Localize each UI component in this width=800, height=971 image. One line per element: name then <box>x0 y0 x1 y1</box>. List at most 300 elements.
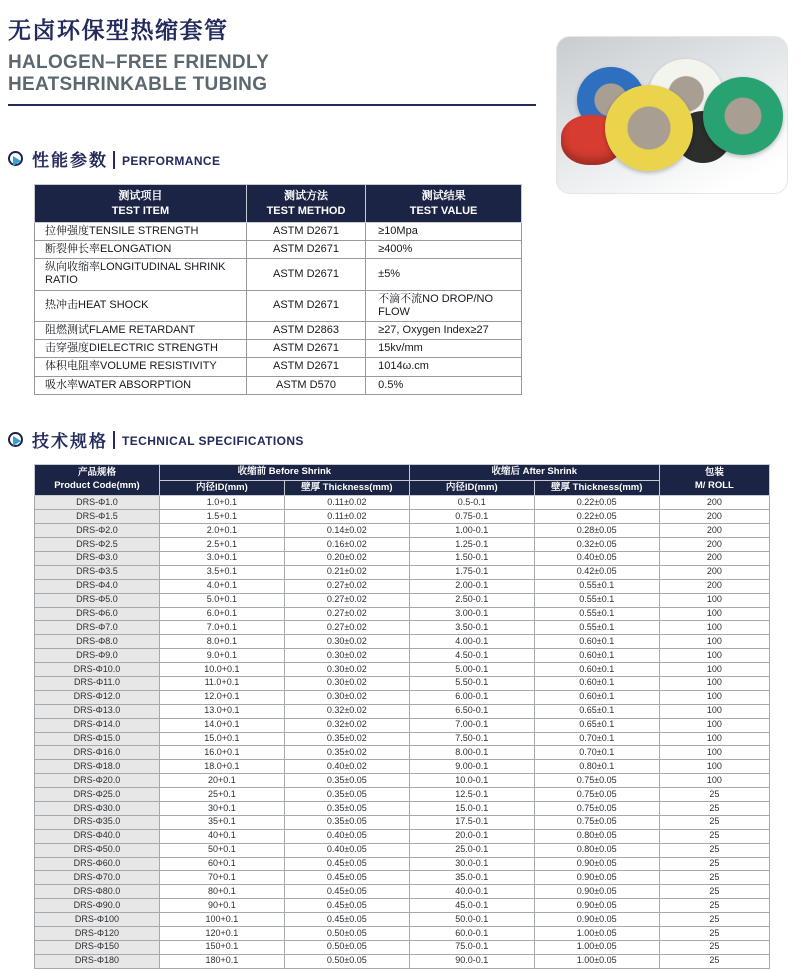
table-cell: DRS-Φ150 <box>35 940 160 954</box>
table-cell: 0.60±0.1 <box>534 635 659 649</box>
table-cell: 100 <box>659 760 769 774</box>
performance-row <box>35 322 522 340</box>
table-cell: 0.35±0.02 <box>284 746 409 760</box>
table-cell: 0.45±0.05 <box>284 913 409 927</box>
section-title-divider <box>113 431 115 449</box>
table-cell: ASTM D570 <box>246 376 365 394</box>
section-title-en: PERFORMANCE <box>122 153 221 168</box>
table-cell: 0.30±0.02 <box>284 690 409 704</box>
spec-row <box>35 704 770 718</box>
spec-header-row-1 <box>35 464 770 480</box>
table-cell: 25 <box>659 829 769 843</box>
table-cell: 0.75±0.05 <box>534 802 659 816</box>
table-cell: DRS-Φ80.0 <box>35 885 160 899</box>
table-cell: 阻燃测试FLAME RETARDANT <box>35 322 247 340</box>
table-cell: 25 <box>659 871 769 885</box>
table-cell: 200 <box>659 551 769 565</box>
table-cell: ≥10Mpa <box>366 222 522 240</box>
col-product-code-zh: 产品规格 <box>77 467 116 479</box>
table-cell: 1.00±0.05 <box>534 927 659 941</box>
table-cell: DRS-Φ60.0 <box>35 857 160 871</box>
table-cell: 12.0+0.1 <box>159 690 284 704</box>
table-cell: 0.80±0.1 <box>534 760 659 774</box>
spec-row <box>35 871 770 885</box>
table-cell: 吸水率WATER ABSORPTION <box>35 376 247 394</box>
table-cell: 0.70±0.1 <box>534 732 659 746</box>
table-cell: 100 <box>659 732 769 746</box>
table-cell: 0.11±0.02 <box>284 510 409 524</box>
table-cell: 2.00-0.1 <box>409 579 534 593</box>
table-cell: DRS-Φ12.0 <box>35 690 160 704</box>
spec-row <box>35 635 770 649</box>
table-cell: 0.55±0.1 <box>534 593 659 607</box>
table-cell: 0.80±0.05 <box>534 829 659 843</box>
spec-row <box>35 885 770 899</box>
table-cell: 15.0+0.1 <box>159 732 284 746</box>
table-cell: 不滴不流NO DROP/NO FLOW <box>366 290 522 321</box>
table-cell: DRS-Φ14.0 <box>35 718 160 732</box>
table-cell: 0.27±0.02 <box>284 579 409 593</box>
table-cell: 体积电阻率VOLUME RESISTIVITY <box>35 358 247 376</box>
table-cell: 0.45±0.05 <box>284 857 409 871</box>
table-cell: 100 <box>659 676 769 690</box>
spec-row <box>35 927 770 941</box>
section-title-zh: 技术规格 <box>32 431 108 451</box>
table-cell: 5.00-0.1 <box>409 663 534 677</box>
table-cell: ≥400% <box>366 241 522 259</box>
spec-row <box>35 649 770 663</box>
table-cell: DRS-Φ30.0 <box>35 802 160 816</box>
table-cell: DRS-Φ18.0 <box>35 760 160 774</box>
col-test-value-zh: 测试结果 <box>421 190 466 203</box>
table-cell: 200 <box>659 538 769 552</box>
table-cell: DRS-Φ8.0 <box>35 635 160 649</box>
table-cell: 0.65±0.1 <box>534 718 659 732</box>
table-cell: 50.0-0.1 <box>409 913 534 927</box>
table-cell: 35+0.1 <box>159 815 284 829</box>
table-cell: 25 <box>659 940 769 954</box>
table-cell: 40+0.1 <box>159 829 284 843</box>
table-cell: 0.22±0.05 <box>534 496 659 510</box>
table-cell: 1.50-0.1 <box>409 551 534 565</box>
table-cell: DRS-Φ50.0 <box>35 843 160 857</box>
performance-row <box>35 376 522 394</box>
table-cell: 13.0+0.1 <box>159 704 284 718</box>
table-cell: 拉伸强度TENSILE STRENGTH <box>35 222 247 240</box>
table-cell: 0.50±0.05 <box>284 927 409 941</box>
specifications-table <box>34 464 770 969</box>
table-cell: ASTM D2671 <box>246 241 365 259</box>
table-cell: DRS-Φ16.0 <box>35 746 160 760</box>
subtitle-line-2: HEATSHRINKABLE TUBING <box>8 73 268 95</box>
table-cell: 70+0.1 <box>159 871 284 885</box>
tubing-roll-yellow <box>605 85 693 171</box>
table-cell: DRS-Φ3.5 <box>35 565 160 579</box>
table-cell: DRS-Φ40.0 <box>35 829 160 843</box>
spec-row <box>35 954 770 968</box>
table-cell: 0.30±0.02 <box>284 676 409 690</box>
header-divider <box>8 104 536 106</box>
table-cell: 5.0+0.1 <box>159 593 284 607</box>
table-cell: ASTM D2671 <box>246 222 365 240</box>
table-cell: ASTM D2671 <box>246 259 365 290</box>
table-cell: DRS-Φ1.5 <box>35 510 160 524</box>
table-cell: DRS-Φ10.0 <box>35 663 160 677</box>
performance-table-body <box>35 222 522 394</box>
table-cell: 100 <box>659 607 769 621</box>
spec-row <box>35 815 770 829</box>
table-cell: 100 <box>659 621 769 635</box>
table-cell: 100 <box>659 593 769 607</box>
table-cell: 0.14±0.02 <box>284 524 409 538</box>
table-cell: 25 <box>659 927 769 941</box>
table-cell: 0.11±0.02 <box>284 496 409 510</box>
spec-row <box>35 607 770 621</box>
table-cell: 0.80±0.05 <box>534 843 659 857</box>
table-cell: 0.45±0.05 <box>284 899 409 913</box>
table-cell: 0.42±0.05 <box>534 565 659 579</box>
table-cell: DRS-Φ90.0 <box>35 899 160 913</box>
table-cell: 200 <box>659 496 769 510</box>
table-cell: 4.50-0.1 <box>409 649 534 663</box>
table-cell: 100 <box>659 718 769 732</box>
table-cell: 1.5+0.1 <box>159 510 284 524</box>
col-test-value-en: TEST VALUE <box>409 204 478 217</box>
table-cell: 80+0.1 <box>159 885 284 899</box>
table-cell: DRS-Φ20.0 <box>35 774 160 788</box>
spec-row <box>35 788 770 802</box>
table-cell: 2.0+0.1 <box>159 524 284 538</box>
table-cell: 100 <box>659 649 769 663</box>
table-cell: 45.0-0.1 <box>409 899 534 913</box>
col-product-code-en: Product Code(mm) <box>54 480 140 492</box>
table-cell: DRS-Φ25.0 <box>35 788 160 802</box>
col-test-item <box>35 185 247 223</box>
table-cell: 0.60±0.1 <box>534 649 659 663</box>
spec-row <box>35 593 770 607</box>
table-cell: DRS-Φ5.0 <box>35 593 160 607</box>
table-cell: 1.25-0.1 <box>409 538 534 552</box>
table-cell: 0.75±0.05 <box>534 788 659 802</box>
spec-row <box>35 746 770 760</box>
table-cell: 3.50-0.1 <box>409 621 534 635</box>
table-cell: 3.5+0.1 <box>159 565 284 579</box>
table-cell: 14.0+0.1 <box>159 718 284 732</box>
table-cell: DRS-Φ3.0 <box>35 551 160 565</box>
specifications-table-head <box>35 464 770 496</box>
spec-row <box>35 899 770 913</box>
table-cell: 0.16±0.02 <box>284 538 409 552</box>
table-cell: 0.90±0.05 <box>534 913 659 927</box>
table-cell: 6.50-0.1 <box>409 704 534 718</box>
table-cell: DRS-Φ6.0 <box>35 607 160 621</box>
spec-row <box>35 774 770 788</box>
table-cell: 200 <box>659 510 769 524</box>
table-cell: DRS-Φ13.0 <box>35 704 160 718</box>
table-cell: 15kv/mm <box>366 340 522 358</box>
table-cell: 0.27±0.02 <box>284 621 409 635</box>
table-cell: 0.50±0.05 <box>284 954 409 968</box>
col-test-method <box>246 185 365 223</box>
spec-row <box>35 802 770 816</box>
table-cell: DRS-Φ2.5 <box>35 538 160 552</box>
table-cell: 40.0-0.1 <box>409 885 534 899</box>
table-cell: 0.45±0.05 <box>284 885 409 899</box>
table-cell: 90+0.1 <box>159 899 284 913</box>
col-package <box>659 464 769 496</box>
col-after-thickness: 壁厚 Thickness(mm) <box>534 480 659 496</box>
table-cell: 0.60±0.1 <box>534 676 659 690</box>
table-cell: 0.75±0.05 <box>534 815 659 829</box>
table-cell: 纵向收缩率LONGITUDINAL SHRINK RATIO <box>35 259 247 290</box>
table-cell: 0.35±0.05 <box>284 815 409 829</box>
table-cell: 0.90±0.05 <box>534 871 659 885</box>
table-cell: 180+0.1 <box>159 954 284 968</box>
table-cell: 7.00-0.1 <box>409 718 534 732</box>
table-cell: 0.32±0.05 <box>534 538 659 552</box>
table-cell: 1.0+0.1 <box>159 496 284 510</box>
table-cell: DRS-Φ180 <box>35 954 160 968</box>
table-cell: 0.21±0.02 <box>284 565 409 579</box>
table-cell: 4.00-0.1 <box>409 635 534 649</box>
performance-row <box>35 222 522 240</box>
table-cell: 0.60±0.1 <box>534 690 659 704</box>
col-before-thickness: 壁厚 Thickness(mm) <box>284 480 409 496</box>
table-cell: 0.40±0.05 <box>284 843 409 857</box>
table-cell: 20.0-0.1 <box>409 829 534 843</box>
table-cell: 25 <box>659 885 769 899</box>
table-cell: 25 <box>659 815 769 829</box>
table-cell: 0.5-0.1 <box>409 496 534 510</box>
table-cell: 25+0.1 <box>159 788 284 802</box>
table-cell: 8.00-0.1 <box>409 746 534 760</box>
spec-row <box>35 565 770 579</box>
table-cell: 60.0-0.1 <box>409 927 534 941</box>
col-test-method-zh: 测试方法 <box>284 190 328 203</box>
col-package-en: M/ ROLL <box>694 480 734 492</box>
table-cell: 0.28±0.05 <box>534 524 659 538</box>
table-cell: 9.0+0.1 <box>159 649 284 663</box>
table-cell: ASTM D2863 <box>246 322 365 340</box>
table-cell: 0.30±0.02 <box>284 635 409 649</box>
table-cell: 100 <box>659 690 769 704</box>
spec-row <box>35 843 770 857</box>
table-cell: 6.00-0.1 <box>409 690 534 704</box>
specifications-table-body <box>35 496 770 968</box>
table-cell: 30+0.1 <box>159 802 284 816</box>
performance-row <box>35 290 522 321</box>
table-cell: 50+0.1 <box>159 843 284 857</box>
spec-row <box>35 663 770 677</box>
table-cell: 2.5+0.1 <box>159 538 284 552</box>
spec-row <box>35 510 770 524</box>
table-cell: 0.50±0.05 <box>284 940 409 954</box>
table-cell: 1014ω.cm <box>366 358 522 376</box>
table-cell: 18.0+0.1 <box>159 760 284 774</box>
table-cell: 100 <box>659 635 769 649</box>
table-cell: 100 <box>659 746 769 760</box>
table-cell: 17.5-0.1 <box>409 815 534 829</box>
table-cell: 200 <box>659 565 769 579</box>
table-cell: 0.90±0.05 <box>534 857 659 871</box>
table-cell: 1.75-0.1 <box>409 565 534 579</box>
section-title-zh: 性能参数 <box>32 151 108 171</box>
performance-header-row <box>35 185 522 223</box>
table-cell: DRS-Φ100 <box>35 913 160 927</box>
table-cell: 25 <box>659 802 769 816</box>
table-cell: DRS-Φ4.0 <box>35 579 160 593</box>
table-cell: 15.0-0.1 <box>409 802 534 816</box>
table-cell: 0.40±0.02 <box>284 760 409 774</box>
performance-row <box>35 358 522 376</box>
table-cell: 11.0+0.1 <box>159 676 284 690</box>
col-group-after-shrink: 收缩后 After Shrink <box>409 464 659 480</box>
col-after-id: 内径ID(mm) <box>409 480 534 496</box>
table-cell: 击穿强度DIELECTRIC STRENGTH <box>35 340 247 358</box>
spec-row <box>35 690 770 704</box>
table-cell: 25 <box>659 899 769 913</box>
section-title-en: TECHNICAL SPECIFICATIONS <box>122 434 304 449</box>
table-cell: 0.35±0.05 <box>284 788 409 802</box>
table-cell: 0.90±0.05 <box>534 899 659 913</box>
table-cell: 0.55±0.1 <box>534 607 659 621</box>
product-photo <box>556 36 788 194</box>
table-cell: 7.50-0.1 <box>409 732 534 746</box>
col-package-zh: 包装 <box>704 467 724 479</box>
spec-row <box>35 718 770 732</box>
table-cell: 断裂伸长率ELONGATION <box>35 241 247 259</box>
table-cell: 0.65±0.1 <box>534 704 659 718</box>
table-cell: 0.90±0.05 <box>534 885 659 899</box>
table-cell: 0.35±0.02 <box>284 732 409 746</box>
table-cell: 10.0+0.1 <box>159 663 284 677</box>
col-test-method-en: TEST METHOD <box>266 204 346 217</box>
table-cell: 3.0+0.1 <box>159 551 284 565</box>
table-cell: 0.30±0.02 <box>284 663 409 677</box>
table-cell: 0.40±0.05 <box>534 551 659 565</box>
spec-row <box>35 538 770 552</box>
table-cell: 200 <box>659 524 769 538</box>
table-cell: 60+0.1 <box>159 857 284 871</box>
table-cell: 2.50-0.1 <box>409 593 534 607</box>
subtitle-line-1: HALOGEN–FREE FRIENDLY <box>8 52 270 73</box>
spec-row <box>35 913 770 927</box>
col-before-id: 内径ID(mm) <box>159 480 284 496</box>
table-cell: DRS-Φ9.0 <box>35 649 160 663</box>
table-cell: 20+0.1 <box>159 774 284 788</box>
spec-row <box>35 524 770 538</box>
table-cell: DRS-Φ11.0 <box>35 676 160 690</box>
table-cell: 1.00±0.05 <box>534 954 659 968</box>
spec-row <box>35 579 770 593</box>
table-cell: 0.27±0.02 <box>284 593 409 607</box>
table-cell: 6.0+0.1 <box>159 607 284 621</box>
table-cell: 25.0-0.1 <box>409 843 534 857</box>
table-cell: 0.55±0.1 <box>534 621 659 635</box>
table-cell: ±5% <box>366 259 522 290</box>
performance-row <box>35 340 522 358</box>
table-cell: DRS-Φ7.0 <box>35 621 160 635</box>
arrow-circle-icon <box>8 432 23 447</box>
spec-row <box>35 676 770 690</box>
section-title-divider <box>113 151 115 169</box>
table-cell: DRS-Φ15.0 <box>35 732 160 746</box>
table-cell: 16.0+0.1 <box>159 746 284 760</box>
table-cell: 8.0+0.1 <box>159 635 284 649</box>
spec-row <box>35 621 770 635</box>
table-cell: 25 <box>659 857 769 871</box>
table-cell: 100 <box>659 663 769 677</box>
table-cell: 0.5% <box>366 376 522 394</box>
table-cell: 7.0+0.1 <box>159 621 284 635</box>
col-product-code <box>35 464 160 496</box>
table-cell: ASTM D2671 <box>246 290 365 321</box>
table-cell: 0.55±0.1 <box>534 579 659 593</box>
table-cell: 75.0-0.1 <box>409 940 534 954</box>
table-cell: 25 <box>659 954 769 968</box>
table-cell: 12.5-0.1 <box>409 788 534 802</box>
table-cell: 9.00-0.1 <box>409 760 534 774</box>
performance-table <box>34 184 522 394</box>
table-cell: DRS-Φ2.0 <box>35 524 160 538</box>
table-cell: 0.40±0.05 <box>284 829 409 843</box>
table-cell: 30.0-0.1 <box>409 857 534 871</box>
table-cell: 4.0+0.1 <box>159 579 284 593</box>
spec-row <box>35 732 770 746</box>
spec-row <box>35 940 770 954</box>
tubing-roll-green <box>703 77 783 155</box>
table-cell: 0.22±0.05 <box>534 510 659 524</box>
table-cell: 25 <box>659 788 769 802</box>
table-cell: 0.30±0.02 <box>284 649 409 663</box>
table-cell: 120+0.1 <box>159 927 284 941</box>
table-cell: DRS-Φ1.0 <box>35 496 160 510</box>
table-cell: 25 <box>659 843 769 857</box>
table-cell: 90.0-0.1 <box>409 954 534 968</box>
table-cell: 100 <box>659 774 769 788</box>
table-cell: 0.27±0.02 <box>284 607 409 621</box>
table-cell: DRS-Φ70.0 <box>35 871 160 885</box>
arrow-circle-icon <box>8 151 23 166</box>
col-test-item-en: TEST ITEM <box>111 204 170 217</box>
table-cell: 0.75±0.05 <box>534 774 659 788</box>
spec-row <box>35 551 770 565</box>
col-test-value <box>366 185 522 223</box>
table-cell: ASTM D2671 <box>246 340 365 358</box>
performance-row <box>35 241 522 259</box>
table-cell: 1.00±0.05 <box>534 940 659 954</box>
spec-row <box>35 829 770 843</box>
table-cell: 100 <box>659 704 769 718</box>
table-cell: 1.00-0.1 <box>409 524 534 538</box>
specifications-section-header <box>8 427 800 452</box>
spec-row <box>35 857 770 871</box>
table-cell: 10.0-0.1 <box>409 774 534 788</box>
table-cell: DRS-Φ120 <box>35 927 160 941</box>
table-cell: 0.35±0.05 <box>284 802 409 816</box>
performance-row <box>35 259 522 290</box>
table-cell: 0.45±0.05 <box>284 871 409 885</box>
table-cell: 0.70±0.1 <box>534 746 659 760</box>
table-cell: 0.60±0.1 <box>534 663 659 677</box>
table-cell: ≥27, Oxygen Index≥27 <box>366 322 522 340</box>
table-cell: 0.75-0.1 <box>409 510 534 524</box>
table-cell: 5.50-0.1 <box>409 676 534 690</box>
table-cell: 0.20±0.02 <box>284 551 409 565</box>
col-group-before-shrink: 收缩前 Before Shrink <box>159 464 409 480</box>
table-cell: 0.35±0.05 <box>284 774 409 788</box>
table-cell: 100+0.1 <box>159 913 284 927</box>
